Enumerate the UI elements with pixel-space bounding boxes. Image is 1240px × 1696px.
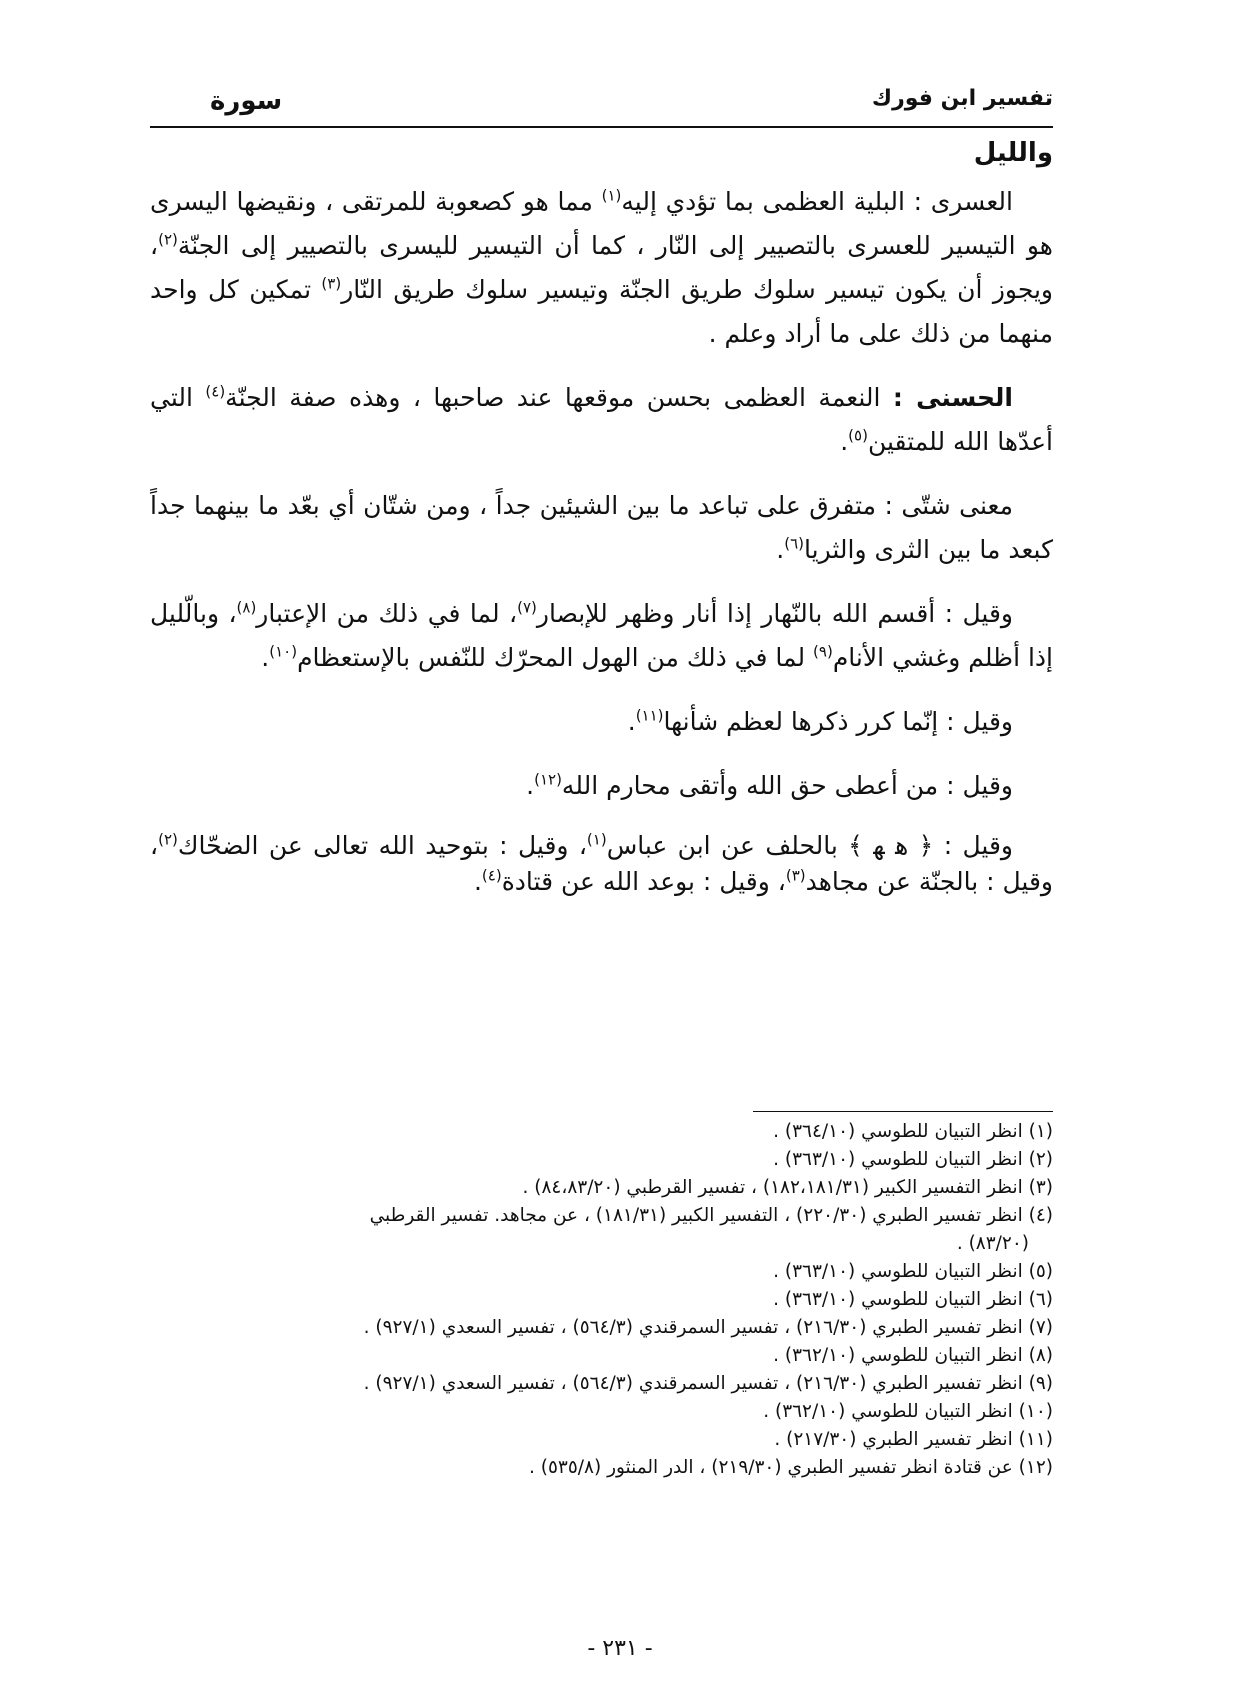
footnote-item: (٩) انظر تفسير الطبري (٢١٦/٣٠) ، تفسير السمرقندي (٥٦٤/٣) ، تفسير السعدي (٩٢٧/١) . xyxy=(363,1373,1053,1394)
surah-label: سورة xyxy=(210,86,283,116)
defined-term: الحسنى : xyxy=(892,383,1013,412)
text-run: التي أعدّها الله للمتقين xyxy=(150,383,1053,456)
paragraph-aata xyxy=(150,764,1053,808)
footnote-ref: (٥) xyxy=(848,426,868,445)
text-run: ، وبالّليل إذا أظلم وغشي الأنام xyxy=(150,599,1053,672)
text-run: ، وقيل : بتوحيد الله تعالى عن الضحّاك xyxy=(177,831,587,860)
footnote-ref: (٧) xyxy=(517,598,537,617)
text-run: مما هو كصعوبة للمرتقى ، ونقيضها اليسرى هو التيسير للعسرى بالتصيير إلى النّار ، كما أن التيسير لليسرى بالتصيير إلى الجنّة xyxy=(150,187,1053,260)
text-run: تمكين كل واحد منهما من ذلك على ما أراد وعلم . xyxy=(150,275,1053,348)
footnote-ref: (١١) xyxy=(635,706,664,725)
text-run: لما في ذلك من الهول المحرّك للنّفس بالإستعظام xyxy=(297,643,814,672)
footnote-ref: (٨) xyxy=(236,598,257,617)
paragraph-nahar xyxy=(150,592,1053,680)
text-run: ، لما في ذلك من الإعتبار xyxy=(256,599,518,628)
text-run: . xyxy=(526,771,535,800)
footnote-item: (٢) انظر التبيان للطوسي (٣٦٣/١٠) . xyxy=(773,1149,1053,1170)
footnote-ref: (٦) xyxy=(784,534,805,553)
footnote-continuation: (٨٣/٢٠) . xyxy=(956,1233,1029,1254)
text-run: . xyxy=(776,535,785,564)
paragraph-husna xyxy=(150,376,1053,464)
body-text xyxy=(150,180,1053,900)
footnote-ref: (٢) xyxy=(158,230,178,249)
footnote-ref: (٢) xyxy=(158,830,178,849)
footnote-item: (١) انظر التبيان للطوسي (٣٦٤/١٠) . xyxy=(773,1121,1053,1142)
footnote-ref: (١) xyxy=(586,830,607,849)
footnote-ref: (٣) xyxy=(785,866,806,885)
paragraph-shatta xyxy=(150,484,1053,572)
footnote-ref: (٩) xyxy=(813,642,833,661)
footnote-item: (١٠) انظر التبيان للطوسي (٣٦٢/١٠) . xyxy=(763,1401,1053,1422)
footnote-ref: (٤) xyxy=(481,866,502,885)
paragraph-husna-tafsir xyxy=(150,828,1053,900)
text-run: وقيل : من أعطى حق الله وأتقى محارم الله xyxy=(561,771,1013,800)
footnote-separator xyxy=(753,1111,1053,1112)
text-run: وقيل : ﴿ ﮬ ﮭ ﴾ بالحلف عن ابن عباس xyxy=(606,831,1013,860)
footnote-item: (٤) انظر تفسير الطبري (٢٢٠/٣٠) ، التفسير الكبير (١٨١/٣١) ، عن مجاهد. تفسير القرطبي xyxy=(369,1205,1053,1226)
paragraph-karrar xyxy=(150,700,1053,744)
footnote-ref: (١٠) xyxy=(269,642,298,661)
text-run: العسرى : البلية العظمى بما تؤدي إليه xyxy=(621,187,1013,216)
footnote-item-continuation xyxy=(150,1230,1053,1258)
text-run: ، وقيل : بوعد الله عن قتادة xyxy=(501,867,786,896)
footnote-item: (٦) انظر التبيان للطوسي (٣٦٣/١٠) . xyxy=(773,1289,1053,1310)
footnote-ref: (٤) xyxy=(205,382,226,401)
text-run: ، وقيل : بالجنّة عن مجاهد xyxy=(150,831,1053,896)
paragraph-usra xyxy=(150,180,1053,356)
book-title: تفسير ابن فورك xyxy=(871,86,1053,111)
text-run: . xyxy=(627,707,636,736)
footnote-item: (٧) انظر تفسير الطبري (٢١٦/٣٠) ، تفسير السمرقندي (٥٦٤/٣) ، تفسير السعدي (٩٢٧/١) . xyxy=(363,1317,1053,1338)
page-number: - ٢٣١ - xyxy=(587,1636,653,1661)
text-run: ، ويجوز أن يكون تيسير سلوك طريق الجنّة وتيسير سلوك طريق النّار xyxy=(150,231,1053,304)
footnotes xyxy=(150,1118,1053,1482)
footnote-ref: (١٢) xyxy=(534,770,562,789)
text-run: . xyxy=(473,867,482,896)
text-run: . xyxy=(840,427,849,456)
footnote-ref: (١) xyxy=(601,186,622,205)
text-run: وقيل : إنّما كرر ذكرها لعظم شأنها xyxy=(663,707,1013,736)
running-header xyxy=(150,82,1053,122)
footnote-item: (١١) انظر تفسير الطبري (٢١٧/٣٠) . xyxy=(774,1429,1053,1450)
text-run: النعمة العظمى بحسن موقعها عند صاحبها ، وهذه صفة الجنّة xyxy=(225,383,893,412)
text-run: معنى شتّى : متفرق على تباعد ما بين الشيئين جداً ، ومن شتّان أي بعّد ما بينهما جداً كبعد ما بين الثرى والثريا xyxy=(150,491,1053,564)
footnote-item: (٨) انظر التبيان للطوسي (٣٦٢/١٠) . xyxy=(773,1345,1053,1366)
header-rule xyxy=(150,126,1053,128)
surah-name: والليل xyxy=(973,138,1053,168)
text-run: وقيل : أقسم الله بالنّهار إذا أنار وظهر للإبصار xyxy=(536,599,1013,628)
footnote-item: (٣) انظر التفسير الكبير (١٨٢،١٨١/٣١) ، تفسير القرطبي (٨٤،٨٣/٢٠) . xyxy=(522,1177,1053,1198)
text-run: . xyxy=(261,643,270,672)
footnote-item: (٥) انظر التبيان للطوسي (٣٦٣/١٠) . xyxy=(773,1261,1053,1282)
footnote-item: (١٢) عن قتادة انظر تفسير الطبري (٢١٩/٣٠) ، الدر المنثور (٥٣٥/٨) . xyxy=(529,1457,1053,1478)
footnote-ref: (٣) xyxy=(321,274,342,293)
